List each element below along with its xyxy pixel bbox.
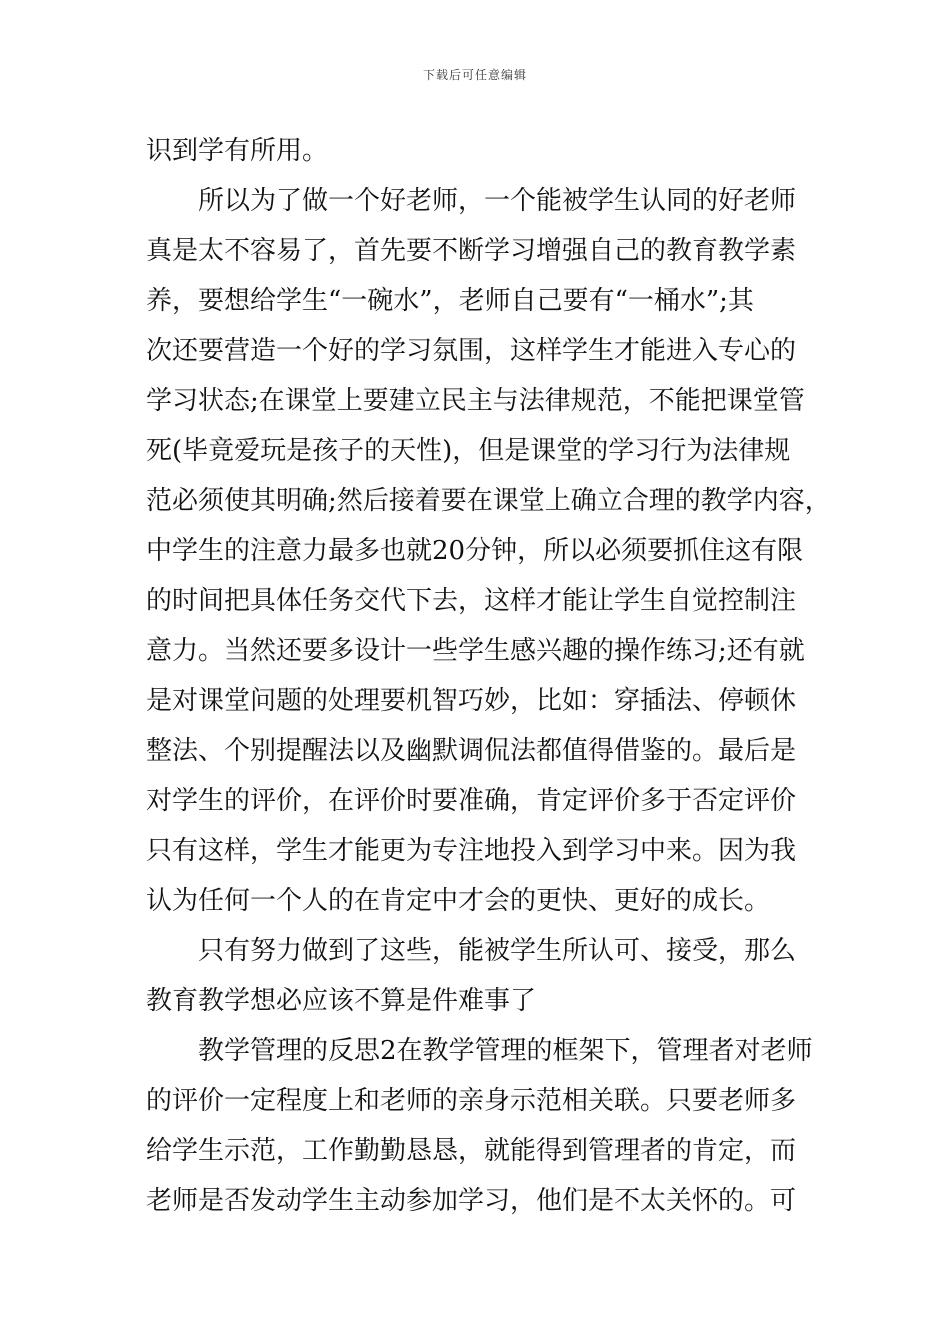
text-line: 次还要营造一个好的学习氛围，这样学生才能进入专心的 [146,336,797,366]
text-line: 的时间把具体任务交代下去，这样才能让学生自觉控制注 [146,586,797,616]
text-line: 中学生的注意力最多也就20分钟，所以必须要抓住这有限 [146,536,804,566]
text-line: 范必须使其明确;然后接着要在课堂上确立合理的教学内容， [146,486,831,516]
page-header: 下载后可任意编辑 [422,68,527,82]
text-line: 真是太不容易了，首先要不断学习增强自己的教育教学素 [146,236,797,266]
text-line: 老师是否发动学生主动参加学习，他们是不太关怀的。可 [146,1186,797,1216]
text-line: 教学管理的反思2在教学管理的框架下，管理者对老师 [198,1036,813,1066]
text-line: 教育教学想必应该不算是件难事了 [146,986,537,1016]
text-line: 所以为了做一个好老师，一个能被学生认同的好老师 [198,186,797,216]
text-line: 只有努力做到了这些，能被学生所认可、接受，那么 [198,936,797,966]
text-line: 死(毕竟爱玩是孩子的天性)，但是课堂的学习行为法律规 [146,436,791,466]
text-line: 的评价一定程度上和老师的亲身示范相关联。只要老师多 [146,1086,797,1116]
text-line: 养，要想给学生“一碗水”，老师自己要有“一桶水”;其 [146,286,754,316]
text-line: 认为任何一个人的在肯定中才会的更快、更好的成长。 [146,886,771,916]
text-line: 整法、个别提醒法以及幽默调侃法都值得借鉴的。最后是 [146,736,797,766]
body-text [146,126,836,1226]
text-line: 是对课堂问题的处理要机智巧妙，比如：穿插法、停顿休 [146,686,797,716]
text-line: 给学生示范，工作勤勤恳恳，就能得到管理者的肯定，而 [146,1136,797,1166]
text-line: 对学生的评价，在评价时要准确，肯定评价多于否定评价 [146,786,797,816]
text-line: 识到学有所用。 [146,136,329,166]
text-line: 只有这样，学生才能更为专注地投入到学习中来。因为我 [146,836,797,866]
text-line: 意力。当然还要多设计一些学生感兴趣的操作练习;还有就 [146,636,805,666]
text-line: 学习状态;在课堂上要建立民主与法律规范，不能把课堂管 [146,386,805,416]
